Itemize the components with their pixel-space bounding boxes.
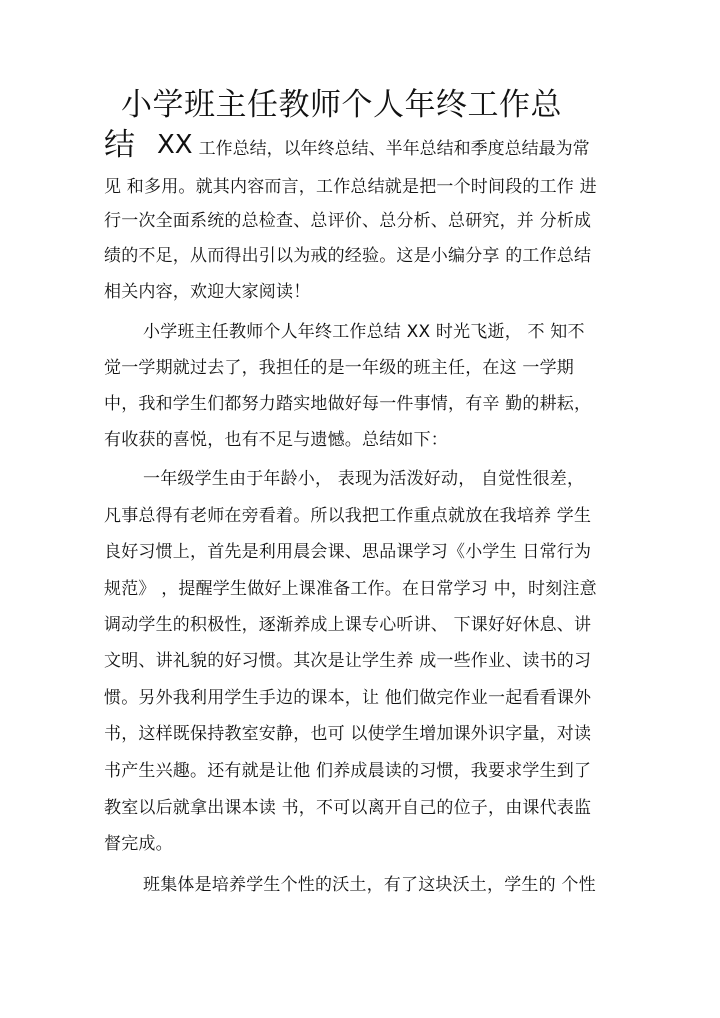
body-line: 相关内容，欢迎大家阅读！ [104,282,311,302]
body-line: 督完成。 [104,834,173,854]
title-end-char: 结 [104,127,135,163]
body-line: 书产生兴趣。还有就是让他 们养成晨读的习惯，我要求学生到了 [104,761,592,781]
body-line: 调动学生的积极性，逐渐养成上课专心听讲、 下课好好休息、讲 [104,615,592,635]
body-line: 惯。另外我利用学生手边的课本，让 他们做完作业一起看看课外 [104,688,592,708]
body-line: 行一次全面系统的总检查、总评价、总分析、总研究，并 分析成 [104,211,592,231]
paragraph-start-line: 班集体是培养学生个性的沃土，有了这块沃土，学生的 个性 [143,875,596,895]
body-line: 绩的不足，从而得出引以为戒的经验。这是小编分享 的工作总结 [104,246,592,266]
body-line: 书，这样既保持教室安静，也可 以使学生增加课外识字量，对读 [104,724,592,744]
paragraph-start-line: 小学班主任教师个人年终工作总结 XX 时光飞逝， 不 知不 [143,322,585,342]
body-line: 中，我和学生们都努力踏实地做好每一件事情，有辛 勤的耕耘， [104,394,592,414]
body-line: 良好习惯上，首先是利用晨会课、思品课学习《小学生 日常行为 [104,542,592,562]
body-line: 文明、讲礼貌的好习惯。其次是让学生养 成一些作业、读书的习 [104,651,592,671]
body-line: 教室以后就拿出课本读 书，不可以离开自己的位子，由课代表监 [104,798,592,818]
intro-first-line: 工作总结，以年终总结、半年总结和季度总结最为常 [198,139,590,159]
paragraph-start-line: 一年级学生由于年龄小， 表现为活泼好动， 自觉性很差， [143,469,585,489]
body-line: 有收获的喜悦，也有不足与遗憾。总结如下： [104,430,448,450]
body-line: 觉一学期就过去了，我担任的是一年级的班主任，在这 一学期 [104,358,575,378]
title-xx: XX [157,130,193,160]
body-line: 见 和多用。就其内容而言，工作总结就是把一个时间段的工作 进 [104,177,597,197]
document-title-line-1: 小学班主任教师个人年终工作总 [121,87,562,123]
body-line: 规范》 ，提醒学生做好上课准备工作。在日常学习 中，时刻注意 [104,579,597,599]
body-line: 凡事总得有老师在旁看着。所以我把工作重点就放在我培养 学生 [104,506,592,526]
document-title-line-2 [104,126,590,166]
